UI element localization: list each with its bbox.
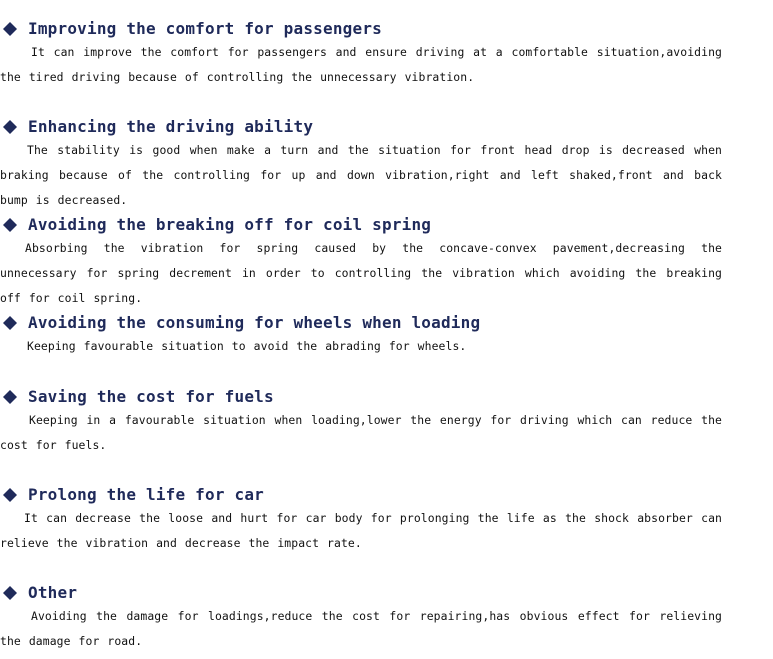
section-body-text: Absorbing the vibration for spring caused by the concave-convex pavement,decreasing the unnecessary for spring decrement in order to controlling the vibration which avoiding the breaking off for coil spring. — [0, 241, 722, 305]
section-heading — [0, 116, 773, 138]
section-body — [0, 40, 722, 90]
diamond-bullet-icon — [3, 390, 17, 404]
section-body-text: Keeping in a favourable situation when loading,lower the energy for driving which can reduce the cost for fuels. — [0, 413, 722, 452]
section-title: Improving the comfort for passengers — [28, 19, 382, 38]
section-title: Saving the cost for fuels — [28, 387, 274, 406]
diamond-bullet-icon — [3, 22, 17, 36]
section-body-text: Keeping favourable situation to avoid the abrading for wheels. — [27, 339, 467, 353]
section-body — [0, 408, 722, 458]
section-title: Enhancing the driving ability — [28, 117, 314, 136]
section-comfort — [0, 18, 773, 90]
section-title: Avoiding the consuming for wheels when loading — [28, 313, 481, 332]
diamond-bullet-icon — [3, 316, 17, 330]
diamond-bullet-icon — [3, 488, 17, 502]
section-heading — [0, 386, 773, 408]
section-body-text: Avoiding the damage for loadings,reduce the cost for repairing,has obvious effect for relieving the damage for road. — [0, 609, 722, 648]
section-heading — [0, 214, 773, 236]
diamond-bullet-icon — [3, 120, 17, 134]
section-title: Other — [28, 583, 78, 602]
section-body — [0, 506, 722, 556]
section-heading — [0, 18, 773, 40]
section-heading — [0, 312, 773, 334]
section-fuels — [0, 386, 773, 458]
section-car-life — [0, 484, 773, 556]
section-body — [0, 236, 722, 311]
section-title: Avoiding the breaking off for coil spring — [28, 215, 432, 234]
section-wheels — [0, 312, 773, 359]
section-body-text: The stability is good when make a turn and the situation for front head drop is decreased when braking because of the controlling for up and down vibration,right and left shaked,front and back bump is decreased. — [0, 143, 722, 207]
section-heading — [0, 582, 773, 604]
section-coil-spring — [0, 214, 773, 311]
section-driving-ability — [0, 116, 773, 213]
section-body-text: It can improve the comfort for passengers and ensure driving at a comfortable situation,avoiding the tired driving because of controlling the unnecessary vibration. — [0, 45, 722, 84]
section-body — [0, 138, 722, 213]
section-heading — [0, 484, 773, 506]
section-body — [0, 604, 722, 654]
diamond-bullet-icon — [3, 586, 17, 600]
diamond-bullet-icon — [3, 218, 17, 232]
section-body-text: It can decrease the loose and hurt for car body for prolonging the life as the shock absorber can relieve the vibration and decrease the impact rate. — [0, 511, 722, 550]
section-other — [0, 582, 773, 654]
section-title: Prolong the life for car — [28, 485, 264, 504]
section-body — [0, 334, 722, 359]
